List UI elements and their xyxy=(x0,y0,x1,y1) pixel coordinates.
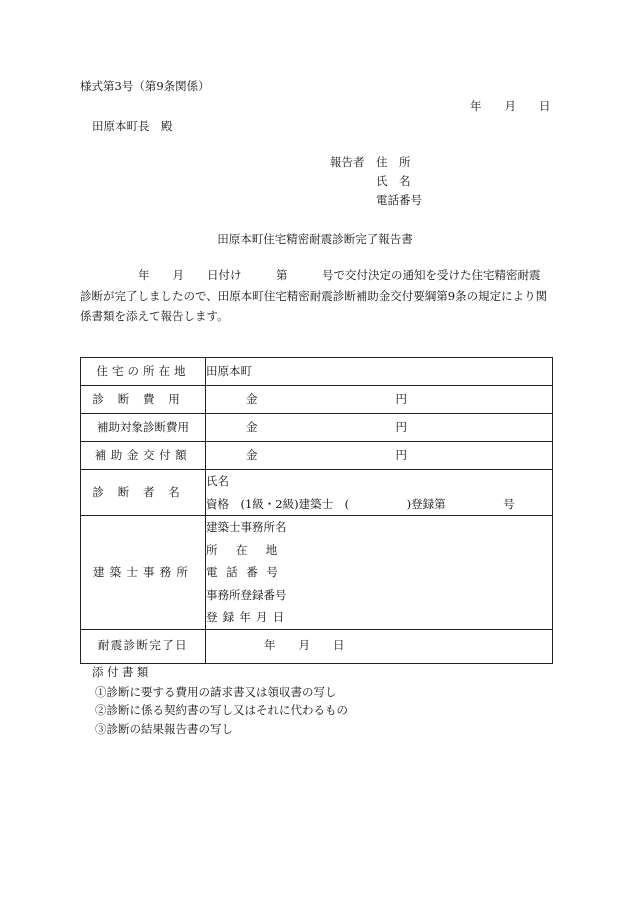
office-registration-date: 登録年月日 xyxy=(206,610,290,624)
cost-label: 診断費用 xyxy=(81,386,206,414)
cost-value xyxy=(206,386,553,414)
completion-value xyxy=(206,629,553,663)
subsidized-cost-row xyxy=(81,414,553,442)
subsidized-cost-value xyxy=(206,414,553,442)
cost-row xyxy=(81,386,553,414)
location-label: 住宅の所在地 xyxy=(81,358,206,386)
diagnostician-qualification: 資格 (1級・2級)建築士 ( )登録第 号 xyxy=(206,496,515,511)
office-row xyxy=(81,516,553,630)
reporter-label: 報告者 xyxy=(330,155,365,169)
office-registration-number: 事務所登録番号 xyxy=(206,587,287,602)
attachment-item-3: ③診断の結果報告書の写し xyxy=(95,722,233,736)
body-line-1: 年 月 日付け 第 号で交付決定の通知を受けた住宅精密耐震 xyxy=(138,268,541,282)
body-text xyxy=(80,265,555,327)
name-label: 氏 名 xyxy=(376,174,411,188)
grant-amount-kin: 金 xyxy=(246,447,258,462)
body-line-3: 係書類を添えて報告します。 xyxy=(80,309,229,323)
location-value: 田原本町 xyxy=(206,358,553,386)
addressee: 田原本町長 殿 xyxy=(92,119,173,133)
office-name: 建築士事務所名 xyxy=(206,520,287,534)
completion-date: 年 月 日 xyxy=(264,638,345,653)
office-label: 建築士事務所 xyxy=(81,516,206,630)
office-value xyxy=(206,516,553,630)
form-number: 様式第3号（第9条関係） xyxy=(80,79,210,93)
diagnostician-name: 氏名 xyxy=(206,474,229,488)
office-location: 所在地 xyxy=(206,542,296,557)
subsidized-cost-kin: 金 xyxy=(246,419,258,434)
address-label: 住 所 xyxy=(376,155,411,169)
diagnostician-value xyxy=(206,470,553,516)
attachments-heading: 添付書類 xyxy=(92,665,152,679)
phone-label: 電話番号 xyxy=(376,193,422,207)
diagnostician-row xyxy=(81,470,553,516)
grant-amount-value xyxy=(206,442,553,470)
cost-kin: 金 xyxy=(246,391,258,406)
report-date: 年 月 日 xyxy=(470,99,551,113)
subsidized-cost-label: 補助対象診断費用 xyxy=(81,414,206,442)
completion-row xyxy=(81,629,553,663)
report-table xyxy=(80,357,553,664)
grant-amount-yen: 円 xyxy=(395,447,407,462)
attachment-item-2: ②診断に係る契約書の写し又はそれに代わるもの xyxy=(95,703,348,717)
completion-label: 耐震診断完了日 xyxy=(81,629,206,663)
grant-amount-label: 補助金交付額 xyxy=(81,442,206,470)
body-line-2: 診断が完了しましたので、田原本町住宅精密耐震診断補助金交付要綱第9条の規定により関 xyxy=(80,288,548,303)
cost-yen: 円 xyxy=(395,391,407,406)
attachment-item-1: ①診断に要する費用の請求書又は領収書の写し xyxy=(95,685,337,699)
document-title: 田原本町住宅精密耐震診断完了報告書 xyxy=(217,232,413,246)
subsidized-cost-yen: 円 xyxy=(395,419,407,434)
diagnostician-label: 診断者名 xyxy=(81,470,206,516)
grant-amount-row xyxy=(81,442,553,470)
location-row xyxy=(81,358,553,386)
office-phone: 電話番号 xyxy=(206,565,287,579)
